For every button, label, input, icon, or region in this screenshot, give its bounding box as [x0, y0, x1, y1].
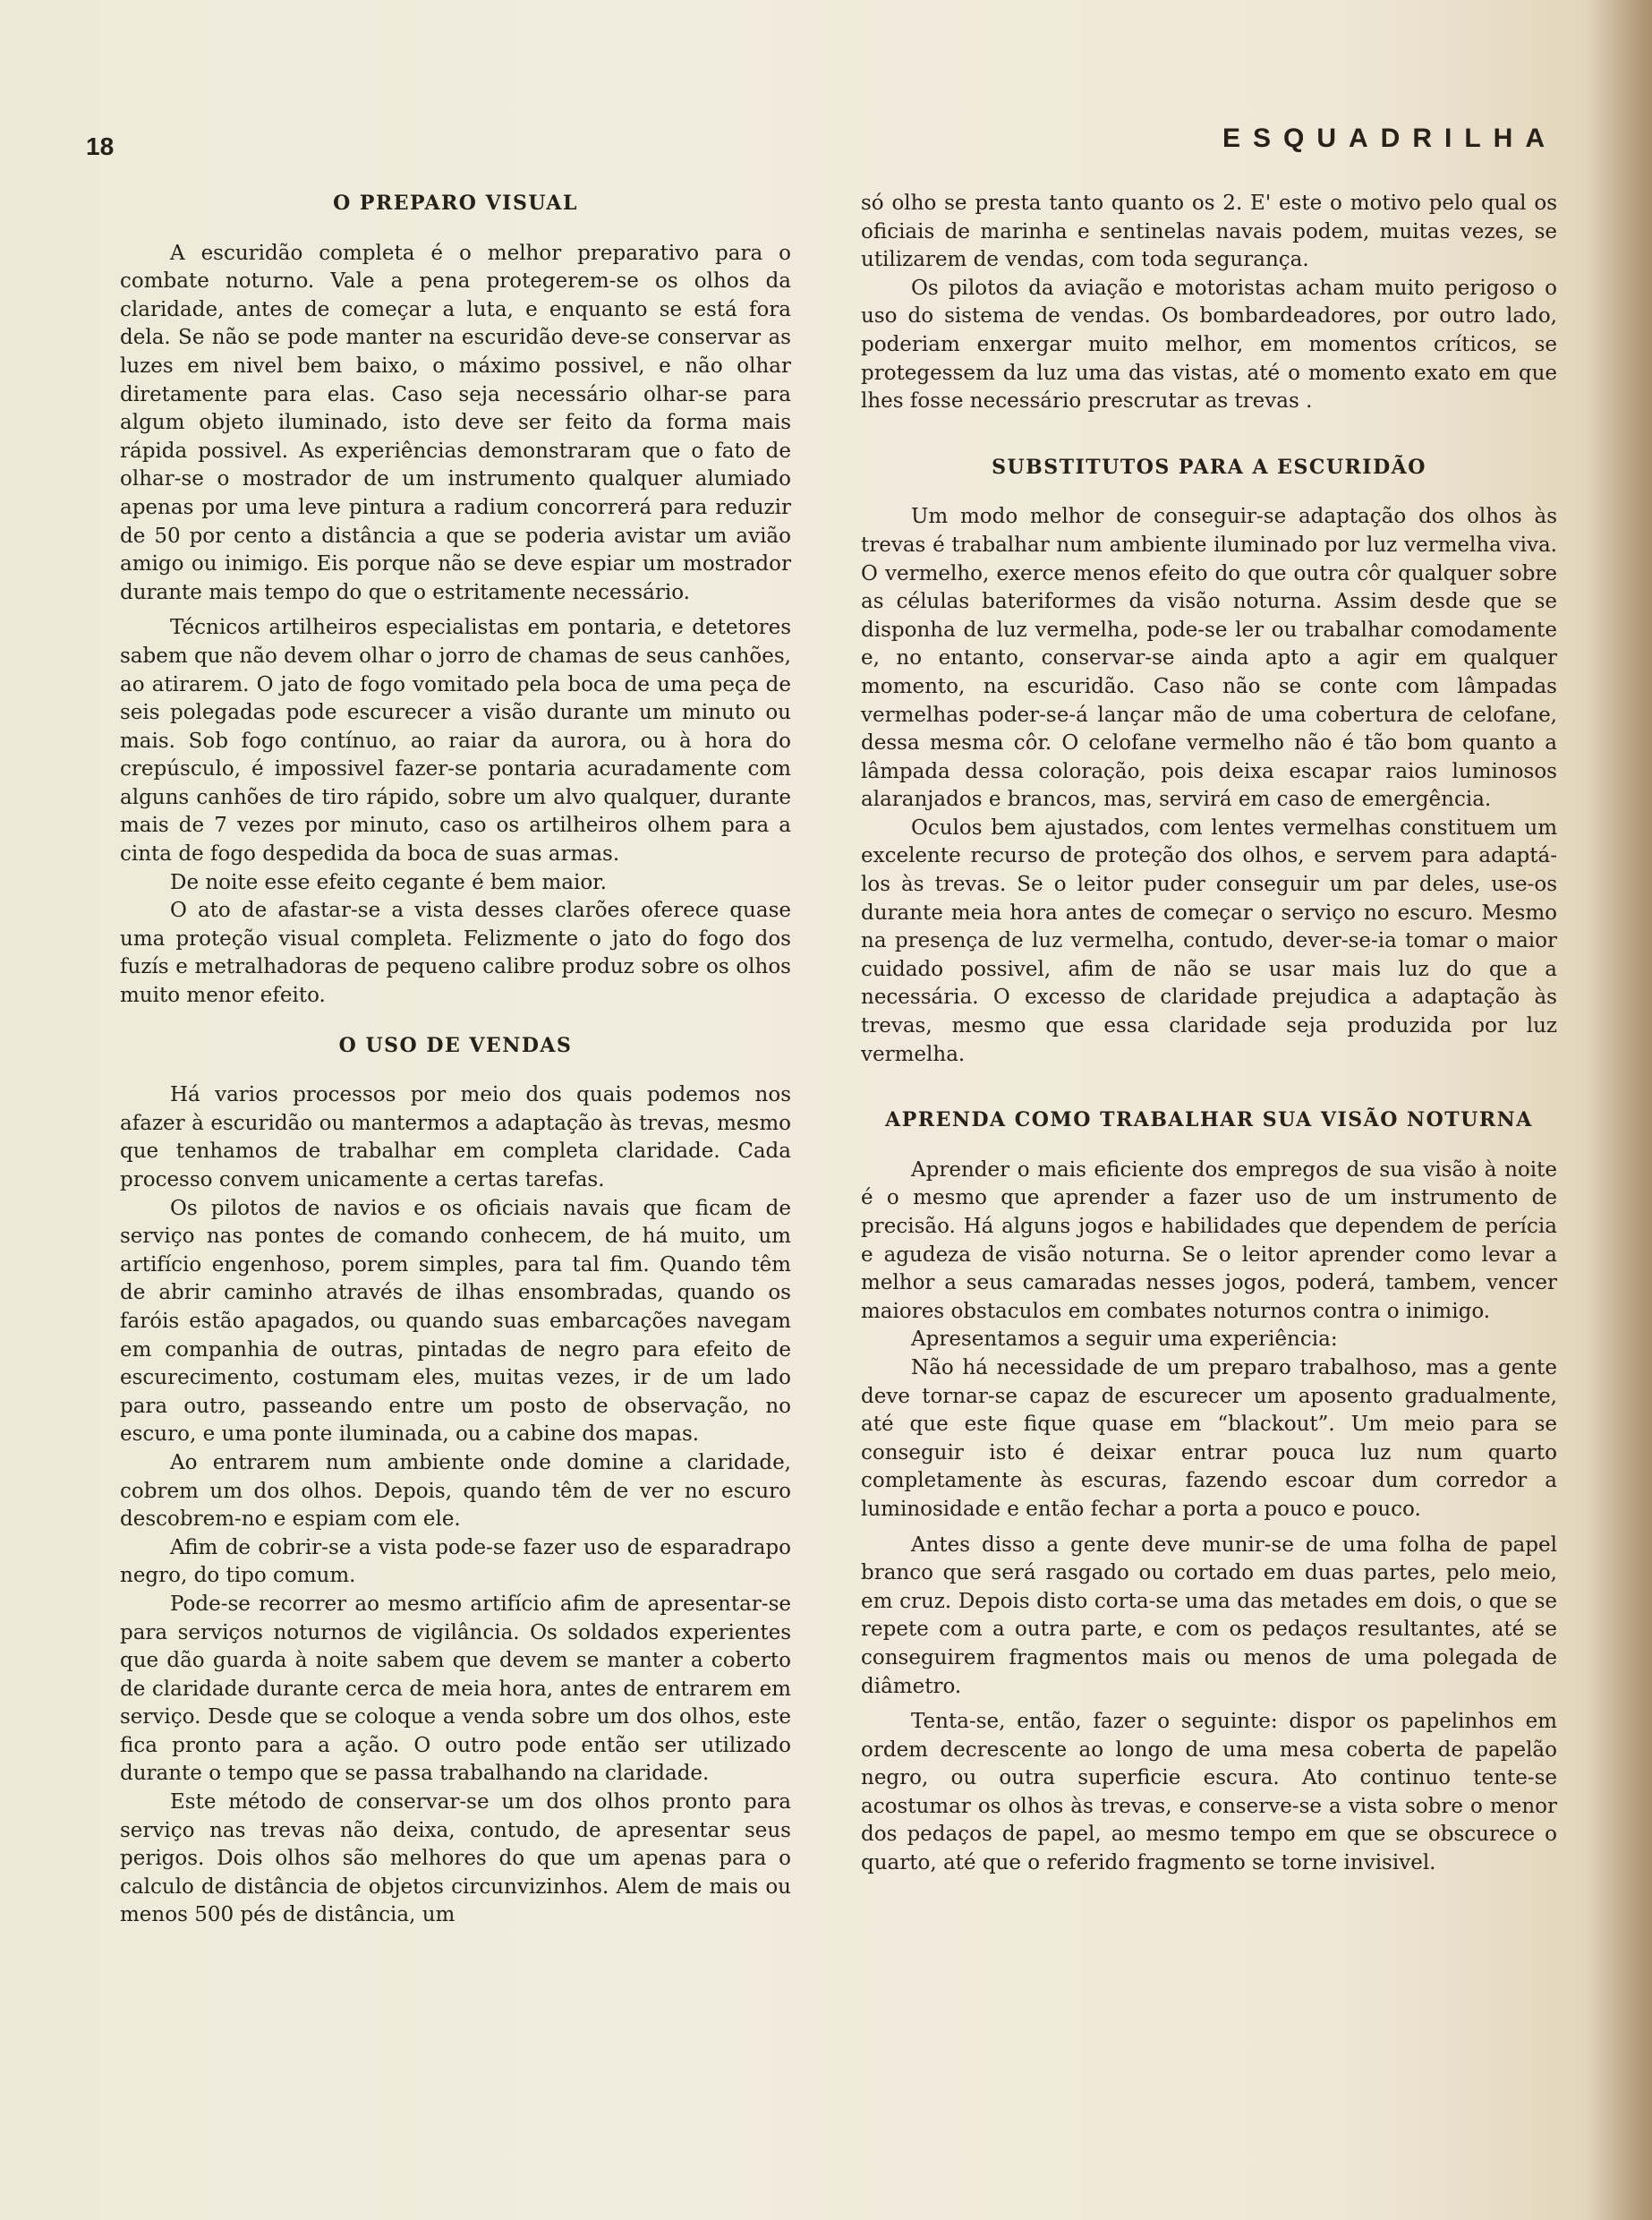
paragraph: Há varios processos por meio dos quais podemos nos afazer à escuridão ou mantermos a adaptação às trevas, mesmo que tenhamos de trabalhar em completa claridade. Cada processo convem unicamente a certas tarefas.	[120, 1083, 791, 1191]
left-column	[120, 190, 791, 1930]
paragraph: Os pilotos da aviação e motoristas acham muito perigoso o uso do sistema de vendas. Os bombardeadores, por outro lado, poderiam enxergar muito melhor, em momentos críticos, se protegessem da luz uma das vistas, até o momento exato em que lhes fosse necessário prescrutar as trevas .	[861, 276, 1557, 414]
section-title-visao-noturna: APRENDA COMO TRABALHAR SUA VISÃO NOTURNA	[885, 1108, 1533, 1132]
section-title-preparo-visual: O PREPARO VISUAL	[333, 192, 578, 215]
section-title-substitutos: SUBSTITUTOS PARA A ESCURIDÃO	[992, 455, 1426, 479]
paragraph: Não há necessidade de um preparo trabalhoso, mas a gente deve tornar-se capaz de escurecer um aposento gradualmente, até que este fique quase em “blackout”. Um meio para se conseguir isto é deixar entrar pouca luz num quarto completamente às escuras, fazendo escoar dum corredor a luminosidade e então fechar a porta a pouco e pouco.	[861, 1355, 1557, 1521]
paragraph: Oculos bem ajustados, com lentes vermelhas constituem um excelente recurso de proteção dos olhos, e servem para adaptá-los às trevas. Se o leitor puder conseguir um par deles, use-os durante meia hora antes de começar o serviço no escuro. Mesmo na presença de luz vermelha, contudo, dever-se-ia tomar o maior cuidado possivel, afim de não se usar mais luz do que a necessária. O excesso de claridade prejudica a adaptação às trevas, mesmo que essa claridade seja produzida por luz vermelha.	[861, 815, 1557, 1066]
paragraph: Tenta-se, então, fazer o seguinte: dispor os papelinhos em ordem decrescente ao longo de uma mesa coberta de papelão negro, ou outra superficie escura. Ato continuo tente-se acostumar os olhos às trevas, e conserve-se a vista sobre o menor dos pedaços de papel, ao mesmo tempo em que se obscurece o quarto, até que o referido fragmento se torne invisivel.	[861, 1710, 1557, 1875]
right-column	[861, 190, 1557, 1878]
paragraph: Aprender o mais eficiente dos empregos de sua visão à noite é o mesmo que aprender a fazer uso de um instrumento de precisão. Há alguns jogos e habilidades que dependem de perícia e agudeza de visão noturna. Se o leitor aprender como levar a melhor a seus camaradas nesses jogos, poderá, tambem, vencer maiores obstaculos em combates noturnos contra o inimigo.	[861, 1157, 1557, 1323]
paragraph: só olho se presta tanto quanto os 2. E' este o motivo pelo qual os oficiais de marinha e sentinelas navais podem, muitas vezes, se utilizarem de vendas, com toda segurança.	[861, 192, 1557, 272]
section-title-uso-de-vendas: O USO DE VENDAS	[338, 1033, 573, 1057]
paragraph: Ao entrarem num ambiente onde domine a claridade, cobrem um dos olhos. Depois, quando têm de ver no escuro descobrem-no e espiam com ele.	[120, 1450, 791, 1532]
paragraph: De noite esse efeito cegante é bem maior.	[170, 870, 607, 894]
paragraph: Antes disso a gente deve munir-se de uma folha de papel branco que será rasgado ou cortado em duas partes, pelo meio, em cruz. Depois disto corta-se uma das metades em dois, o que se repete com a outra parte, e com os pedaços resultantes, até se conseguirem fragmentos mais ou menos de uma polegada de diâmetro.	[861, 1533, 1557, 1698]
page-number: 18	[86, 132, 115, 160]
paragraph: A escuridão completa é o melhor preparativo para o combate noturno. Vale a pena protegerem-se os olhos da claridade, antes de começar a luta, e enquanto se está fora dela. Se não se pode manter na escuridão deve-se conservar as luzes em nivel bem baixo, o máximo possivel, e não olhar diretamente para elas. Caso seja necessário olhar-se para algum objeto iluminado, isto deve ser feito da forma mais rápida possivel. As experiências demonstraram que o fato de olhar-se o mostrador de um instrumento qualquer alumiado apenas por uma leve pintura a radium concorrerá para reduzir de 50 por cento a distância a que se poderia avistar um avião amigo ou inimigo. Eis porque não se deve espiar um mostrador durante mais tempo do que o estritamente necessário.	[120, 241, 791, 604]
running-head: ESQUADRILHA	[1222, 124, 1557, 153]
paragraph: Os pilotos de navios e os oficiais navais que ficam de serviço nas pontes de comando conhecem, de há muito, um artifício engenhoso, porem simples, para tal fim. Quando têm de abrir caminho através de ilhas ensombradas, quando os faróis estão apagados, ou quando suas embarcações navegam em companhia de outras, pintadas de negro para efeito de escurecimento, costumam eles, muitas vezes, ir de um lado para outro, passeando entre um posto de observação, no escuro, e uma ponte iluminada, ou a cabine dos mapas.	[120, 1196, 791, 1447]
paragraph: Um modo melhor de conseguir-se adaptação dos olhos às trevas é trabalhar num ambiente iluminado por luz vermelha viva. O vermelho, exerce menos efeito do que outra côr qualquer sobre as células bateriformes da visão noturna. Assim desde que se disponha de luz vermelha, pode-se ler ou trabalhar comodamente e, no entanto, conservar-se ainda apto a agir em qualquer momento, na escuridão. Caso não se conte com lâmpadas vermelhas poder-se-á lançar mão de uma cobertura de celofane, dessa mesma côr. O celofane vermelho não é tão bom quanto a lâmpada dessa coloração, pois deixa escapar raios luminosos alaranjados e brancos, mas, servirá em caso de emergência.	[861, 505, 1557, 812]
paragraph: Afim de cobrir-se a vista pode-se fazer uso de esparadrapo negro, do tipo comum.	[120, 1535, 791, 1588]
paragraph: Apresentamos a seguir uma experiência:	[911, 1328, 1338, 1352]
paragraph: Pode-se recorrer ao mesmo artifício afim de apresentar-se para serviços noturnos de vigilância. Os soldados experientes que dão guarda à noite sabem que devem se manter a coberto de claridade durante cerca de meia hora, antes de entrarem em serviço. Desde que se coloque a venda sobre um dos olhos, este fica pronto para a ação. O outro pode então ser utilizado durante o tempo que se passa trabalhando na claridade.	[120, 1592, 791, 1786]
paragraph: Técnicos artilheiros especialistas em pontaria, e detetores sabem que não devem olhar o jorro de chamas de seus canhões, ao atirarem. O jato de fogo vomitado pela boca de uma peça de seis polegadas pode escurecer a visão durante um minuto ou mais. Sob fogo contínuo, ao raiar da aurora, ou à hora do crepúsculo, é impossivel fazer-se pontaria acuradamente com alguns canhões de tiro rápido, sobre um alvo qualquer, durante mais de 7 vezes por minuto, caso os artilheiros olhem para a cinta de fogo despedida da boca de suas armas.	[120, 616, 791, 867]
paragraph: O ato de afastar-se a vista desses clarões oferece quase uma proteção visual completa. Felizmente o jato do fogo dos fuzís e metralhadoras de pequeno calibre produz sobre os olhos muito menor efeito.	[120, 899, 791, 1008]
paragraph: Este método de conservar-se um dos olhos pronto para serviço nas trevas não deixa, contudo, de apresentar seus perigos. Dois olhos são melhores do que um apenas para o calculo de distância de objetos circunvizinhos. Alem de mais ou menos 500 pés de distância, um	[120, 1790, 791, 1927]
